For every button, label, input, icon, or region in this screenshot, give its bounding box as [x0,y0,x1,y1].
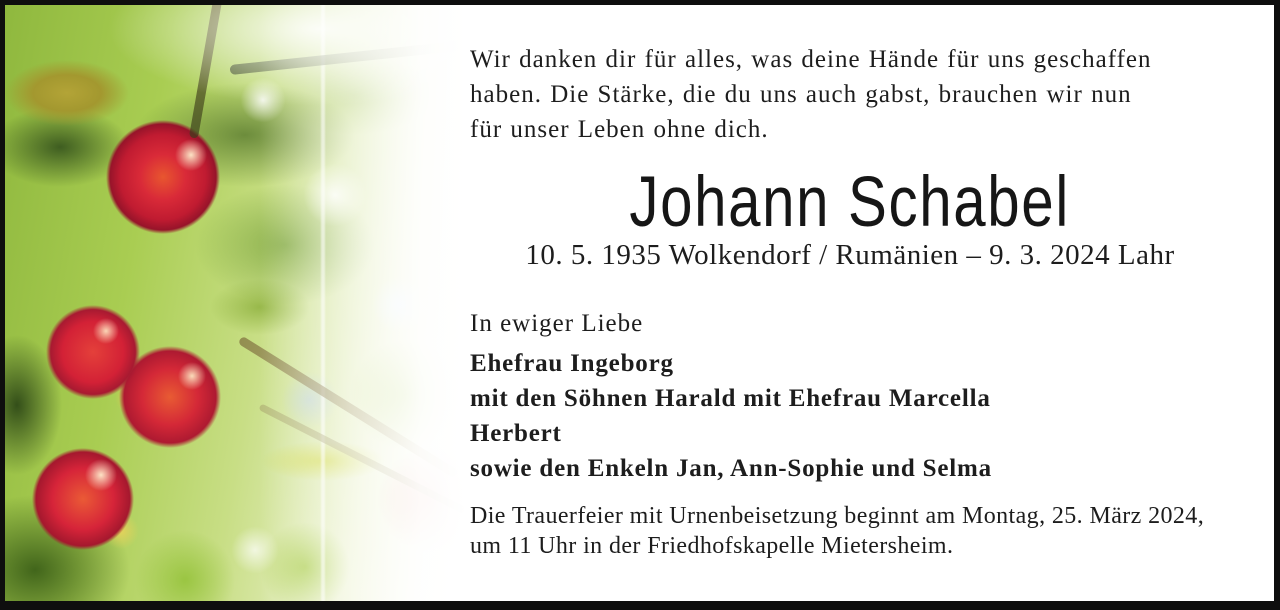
opening-verse-line: haben. Die Stärke, die du uns auch gabst, brauchen wir nun [470,81,1132,108]
funeral-details-line: um 11 Uhr in der Friedhofskapelle Mietersheim. [470,533,954,559]
opening-verse-line: Wir danken dir für alles, was deine Hände für uns geschaffen [470,46,1152,73]
family-member-line: Ehefrau Ingeborg [470,350,674,377]
opening-verse [470,42,1152,147]
family-member-line: sowie den Enkeln Jan, Ann-Sophie und Selma [470,455,992,482]
notice-text-column [470,5,1230,601]
funeral-details-line: Die Trauerfeier mit Urnenbeisetzung beginnt am Montag, 25. März 2024, [470,503,1205,529]
opening-verse-line: für unser Leben ohne dich. [470,116,769,143]
apple-tree-photo [5,5,467,601]
photo-white-fade [5,5,467,601]
salutation: In ewiger Liebe [470,310,644,337]
family-member-line: Herbert [470,420,562,447]
deceased-name [470,163,1230,242]
family-member-line: mit den Söhnen Harald mit Ehefrau Marcella [470,385,991,412]
funeral-details [470,501,1204,561]
life-dates: 10. 5. 1935 Wolkendorf / Rumänien – 9. 3. 2024 Lahr [525,239,1175,271]
deceased-name-text: Johann Schabel [629,163,1071,242]
family-list [470,346,992,486]
